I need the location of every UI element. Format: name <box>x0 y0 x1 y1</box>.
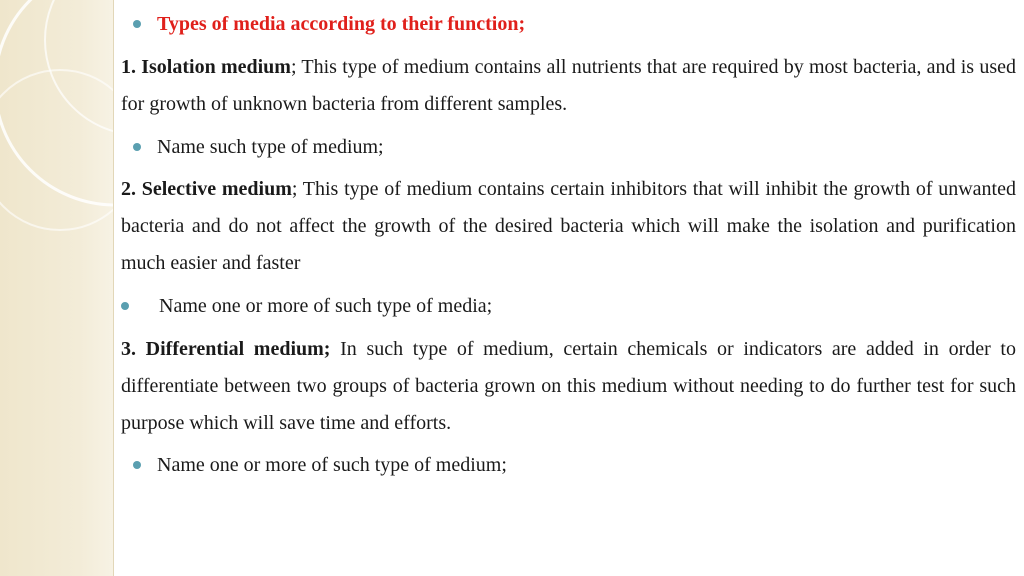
section-text: ; This type of medium contains all nutrients that are required by most bacteria, and is used for growth of unknown bacteria from different samples. <box>121 56 1016 115</box>
heading-bullet <box>121 12 525 36</box>
section-text: ; This type of medium contains certain inhibitors that will inhibit the growth of unwanted bacteria and do not affect the growth of the desired bacteria which will make the isolation and purification much easier and faster <box>121 178 1016 274</box>
section-title: 1. Isolation medium <box>121 56 291 78</box>
bullet-icon <box>133 20 141 28</box>
section-title: 2. Selective medium <box>121 178 292 200</box>
decorative-side-strip <box>0 0 114 576</box>
question-bullet <box>121 453 507 477</box>
section-title: 3. Differential medium; <box>121 338 331 360</box>
bullet-icon <box>133 143 141 151</box>
bullet-icon <box>133 461 141 469</box>
page-heading: Types of media according to their function; <box>157 13 526 35</box>
section-text: In such type of medium, certain chemicals or indicators are added in order to differentiate between two groups of bacteria grown on this medium without needing to do further test for such purpose which will save time and efforts. <box>121 338 1016 434</box>
section-isolation <box>121 49 1016 123</box>
question-text: Name one or more of such type of medium; <box>157 454 507 476</box>
decorative-arcs <box>0 0 113 576</box>
question-text: Name one or more of such type of media; <box>159 295 493 317</box>
section-selective <box>121 171 1016 282</box>
question-text: Name such type of medium; <box>157 136 384 158</box>
section-differential <box>121 331 1016 442</box>
question-bullet <box>121 135 384 159</box>
question-bullet <box>121 294 492 318</box>
bullet-icon <box>121 302 129 310</box>
